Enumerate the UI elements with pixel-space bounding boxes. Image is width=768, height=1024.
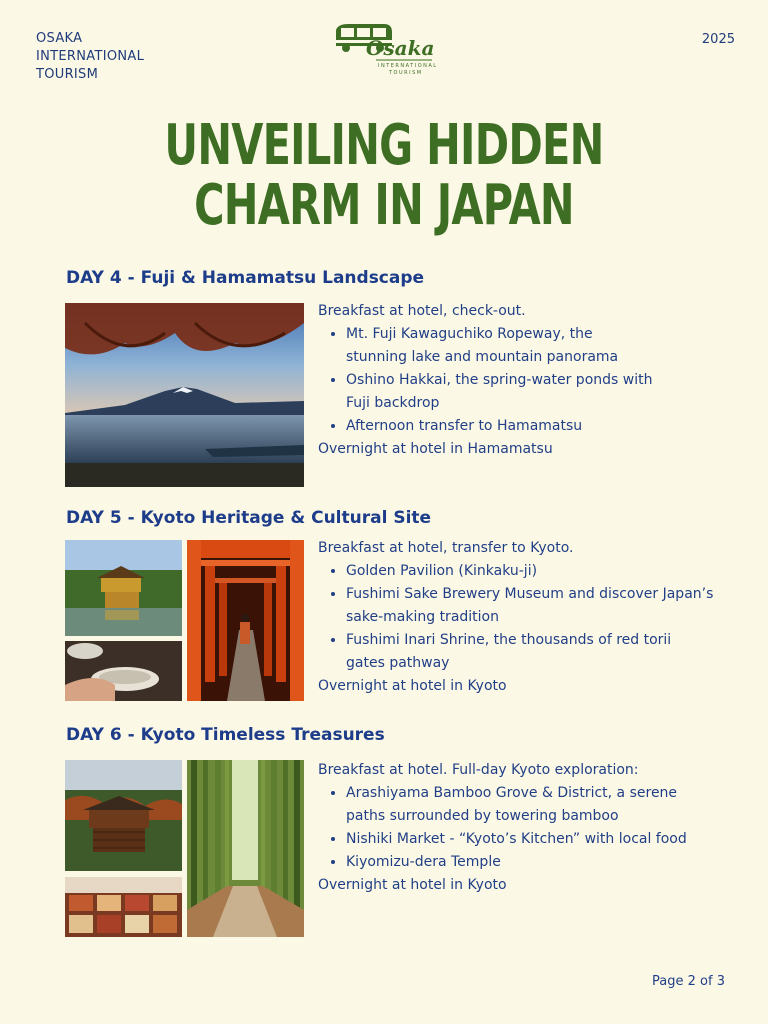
day5-heading: DAY 5 - Kyoto Heritage & Cultural Site [66,508,432,528]
page-title [0,113,768,238]
org-line: INTERNATIONAL [36,49,145,64]
list-item: • Arashiyama Bamboo Grove & District, a serene paths surrounded by towering bamboo [346,782,716,828]
title-line-1: UNVEILING HIDDEN [164,113,604,178]
day6-heading: DAY 6 - Kyoto Timeless Treasures [66,725,385,745]
golden-pavilion-photo [65,540,182,636]
mt-fuji-lake-photo [65,303,304,487]
list-item: • Golden Pavilion (Kinkaku-ji) [346,560,728,583]
kiyomizu-temple-photo [65,760,182,871]
day6-outro: Overnight at hotel in Kyoto [318,877,507,893]
day4-list [318,323,728,438]
svg-text:INTERNATIONAL: INTERNATIONAL [378,63,436,69]
page-number: Page 2 of 3 [652,974,725,989]
fushimi-inari-torii-photo [187,540,304,701]
day6-intro: Breakfast at hotel. Full-day Kyoto exploration: [318,762,639,778]
day5-outro: Overnight at hotel in Kyoto [318,678,507,694]
arashiyama-bamboo-photo [187,760,304,937]
title-line-2: CHARM IN JAPAN [194,173,574,238]
day4-description [318,300,728,461]
day6-description [318,759,728,897]
day4-heading: DAY 4 - Fuji & Hamamatsu Landscape [66,268,425,288]
list-item: • Afternoon transfer to Hamamatsu [346,415,728,438]
list-item: • Fushimi Sake Brewery Museum and discover Japan’s sake-making tradition [346,583,728,629]
day5-list [318,560,728,675]
list-item: • Oshino Hakkai, the spring-water ponds with Fuji backdrop [346,369,666,415]
day4-intro: Breakfast at hotel, check-out. [318,303,526,319]
org-line: TOURISM [36,67,99,82]
svg-text:Osaka: Osaka [366,36,435,60]
list-item: • Mt. Fuji Kawaguchiko Ropeway, the stunning lake and mountain panorama [346,323,646,369]
list-item: • Fushimi Inari Shrine, the thousands of red torii gates pathway [346,629,686,675]
list-item: • Kiyomizu-dera Temple [346,851,728,874]
org-line: OSAKA [36,31,83,46]
list-item: • Nishiki Market - “Kyoto’s Kitchen” with local food [346,828,728,851]
svg-text:TOURISM: TOURISM [389,70,423,76]
osaka-logo [332,22,436,78]
sake-cup-photo [65,641,182,701]
day5-intro: Breakfast at hotel, transfer to Kyoto. [318,540,574,556]
nishiki-market-photo [65,877,182,937]
day6-list [318,782,728,874]
day4-outro: Overnight at hotel in Hamamatsu [318,441,553,457]
organization-name [36,30,196,84]
day5-description [318,537,728,698]
year: 2025 [701,32,735,47]
